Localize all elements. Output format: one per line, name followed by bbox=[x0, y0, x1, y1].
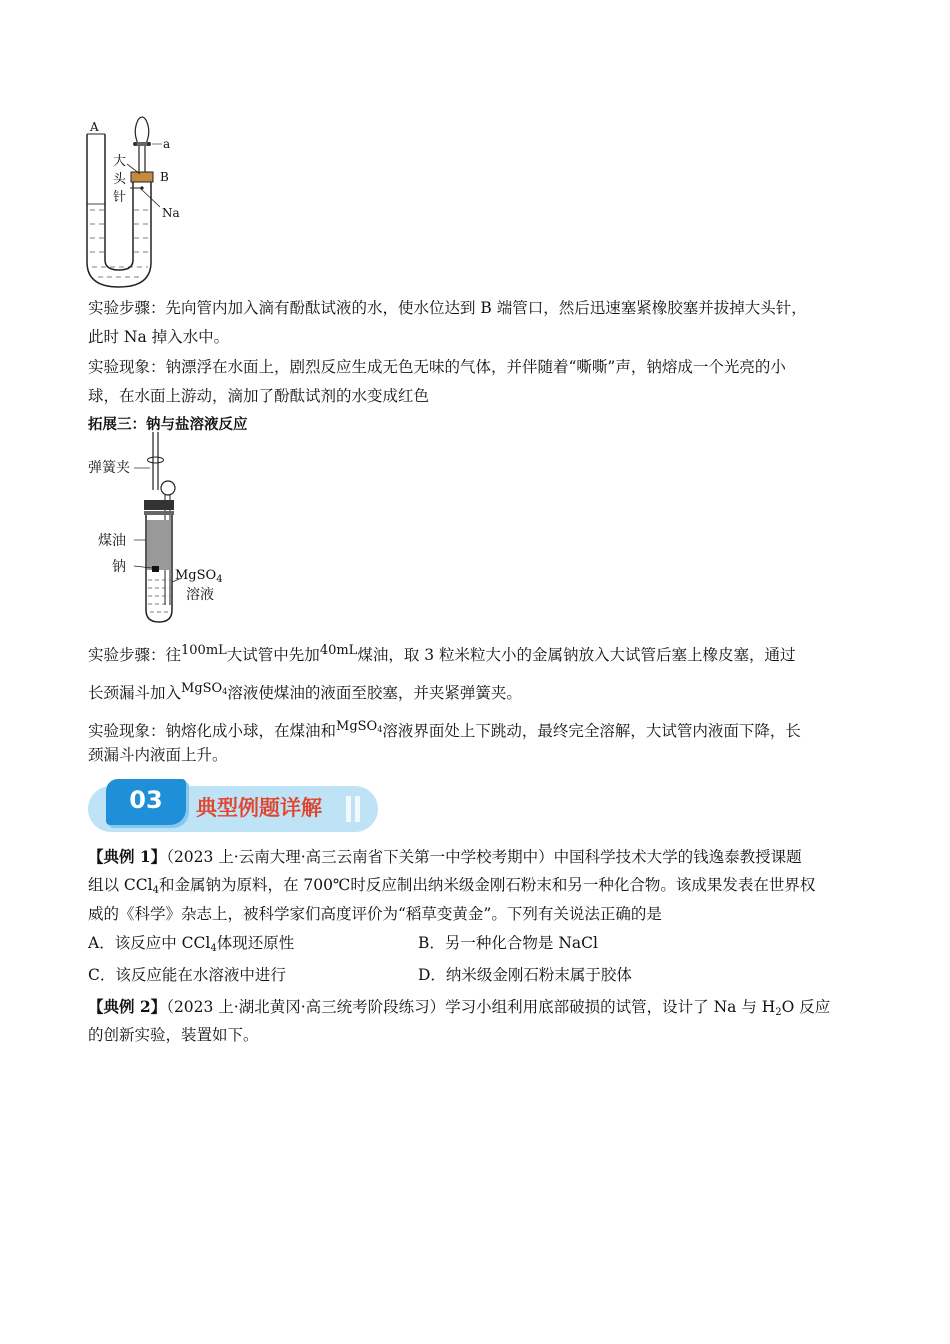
ex1-line1-text: （2023 上·云南大理·高三云南省下关第一中学校考期中）中国科学技术大学的钱逸泰教授课题 bbox=[166, 848, 802, 866]
exp2-phen-a: 实验现象：钠熔化成小球，在煤油和 bbox=[88, 722, 337, 740]
fig2-label-solution: 溶液 bbox=[186, 587, 214, 603]
exp2-vol1: 100mL bbox=[181, 643, 227, 658]
exp2-vol2: 40mL bbox=[319, 643, 358, 658]
ex2-line1-b: O 反应 bbox=[781, 998, 831, 1016]
exp2-steps-c: 煤油，取 3 粒米粒大小的金属钠放入大试管后塞上橡皮塞，通过 bbox=[357, 646, 796, 664]
fig1-label-pin-3: 针 bbox=[113, 190, 127, 205]
section-bar-stripe-2 bbox=[355, 796, 360, 822]
ex1-option-b[interactable]: B．另一种化合物是 NaCl bbox=[418, 934, 598, 952]
fig2-mgso4-text: MgSO bbox=[175, 568, 217, 583]
exp1-phen-line2: 球，在水面上游动，滴加了酚酞试剂的水变成红色 bbox=[88, 387, 430, 405]
exp2-steps-a: 实验步骤：往 bbox=[88, 646, 182, 664]
exp2-mg: MgSO bbox=[181, 681, 223, 696]
ex1-option-a[interactable] bbox=[88, 929, 294, 963]
exp2-mg-sub-2: 4 bbox=[377, 725, 383, 734]
fig1-label-a-clip: a bbox=[163, 137, 171, 151]
section-title: 典型例题详解 bbox=[196, 796, 322, 820]
ex1-option-a-sub: 4 bbox=[210, 943, 217, 954]
ex1-option-a-text: A．该反应中 CCl bbox=[88, 934, 211, 952]
fig2-label-spring: 弹簧夹 bbox=[88, 460, 130, 476]
section-number: 03 bbox=[129, 786, 163, 814]
fig1-label-pin-2: 头 bbox=[113, 172, 127, 187]
ex1-tag: 【典例 1】 bbox=[88, 847, 167, 866]
test-tube-apparatus-figure bbox=[132, 430, 192, 625]
ex1-line1 bbox=[88, 842, 863, 872]
fig2-label-kerosene: 煤油 bbox=[98, 533, 126, 549]
fig1-label-pin-1: 大 bbox=[113, 154, 127, 169]
exp2-phen-b: 溶液界面处上下跳动，最终完全溶解，大试管内液面下降，长 bbox=[382, 722, 801, 740]
ex1-option-d[interactable]: D．纳米级金刚石粉末属于胶体 bbox=[418, 966, 632, 984]
exp2-steps-b: 大试管中先加 bbox=[226, 646, 320, 664]
exp2-mg-sub: 4 bbox=[222, 687, 228, 696]
exp2-phen-line2: 颈漏斗内液面上升。 bbox=[88, 746, 228, 764]
exp2-mgso4 bbox=[181, 681, 227, 696]
ex1-option-a-text2: 体现还原性 bbox=[216, 934, 295, 952]
section-bar-stripe-1 bbox=[346, 796, 351, 822]
fig2-label-na: 钠 bbox=[112, 559, 126, 575]
ex2-line2: 的创新实验，装置如下。 bbox=[88, 1026, 259, 1044]
fig1-label-na: Na bbox=[162, 206, 180, 220]
exp2-steps-line2 bbox=[88, 674, 863, 708]
u-tube-apparatus-figure bbox=[82, 112, 192, 292]
fig2-mgso4-sub: 4 bbox=[216, 574, 223, 585]
ex2-line1-a: （2023 上·湖北黄冈·高三统考阶段练习）学习小组利用底部破损的试管，设计了 Na 与 H bbox=[166, 998, 776, 1016]
ex1-line2-b: 和金属钠为原料，在 700℃时反应制出纳米级金刚石粉末和另一种化合物。该成果发表在世界权 bbox=[158, 876, 816, 894]
ext3-heading: 拓展三：钠与盐溶液反应 bbox=[88, 417, 248, 433]
exp1-phen-line1: 实验现象：钠漂浮在水面上，剧烈反应生成无色无味的气体，并伴随着“嘶嘶”声，钠熔成一个光亮的小 bbox=[88, 358, 786, 376]
exp2-steps-line1 bbox=[88, 636, 863, 670]
fig2-label-mgso4 bbox=[175, 568, 223, 585]
ex2-line1-sub: 2 bbox=[775, 1007, 782, 1018]
ex2-tag: 【典例 2】 bbox=[88, 997, 167, 1016]
fig1-label-b: B bbox=[160, 170, 169, 184]
exp2-mg-2: MgSO bbox=[336, 719, 378, 734]
exp2-mgso4-2 bbox=[336, 719, 382, 734]
ex1-line3: 威的《科学》杂志上，被科学家们高度评价为“稻草变黄金”。下列有关说法正确的是 bbox=[88, 905, 662, 923]
ex1-line2-sub: 4 bbox=[152, 885, 159, 896]
fig1-label-a-tube: A bbox=[90, 120, 99, 134]
ex1-line2-a: 组以 CCl bbox=[88, 876, 153, 894]
exp1-steps-line1: 实验步骤：先向管内加入滴有酚酞试液的水，使水位达到 B 端管口，然后迅速塞紧橡胶塞并拔掉大头针， bbox=[88, 299, 807, 317]
exp2-steps-e: 溶液使煤油的液面至胶塞，并夹紧弹簧夹。 bbox=[227, 684, 522, 702]
exp1-steps-line2: 此时 Na 掉入水中。 bbox=[88, 328, 230, 346]
exp2-steps-d: 长颈漏斗加入 bbox=[88, 684, 182, 702]
ex1-option-c[interactable]: C．该反应能在水溶液中进行 bbox=[88, 966, 286, 984]
